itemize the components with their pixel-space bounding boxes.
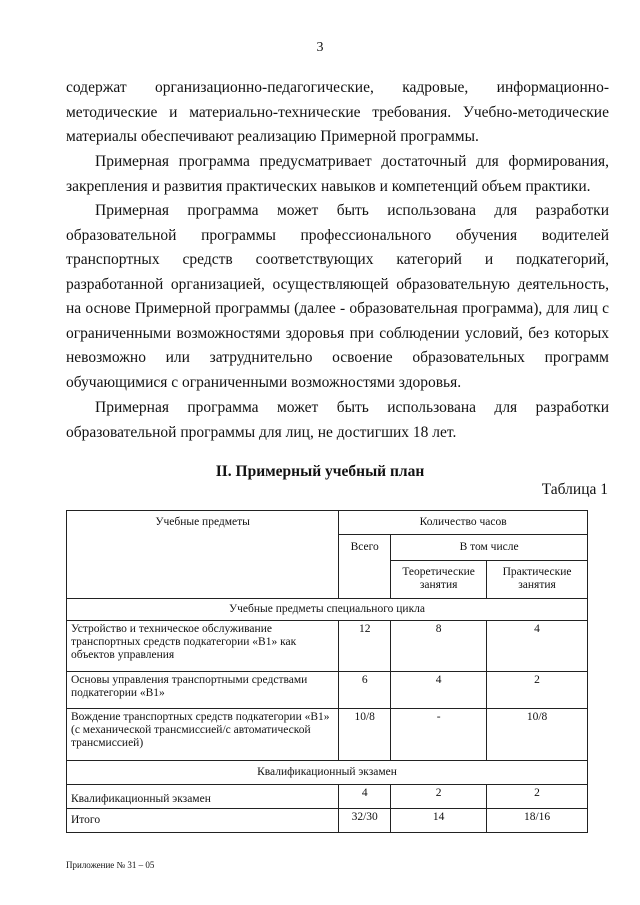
row-total: 32/30 (339, 809, 391, 833)
row-subject: Устройство и техническое обслуживание транспортных средств подкатегории «В1» как объектов управления (67, 621, 339, 672)
footer-note: Приложение № 31 – 05 (66, 860, 155, 870)
paragraph-3: Примерная программа может быть использована для разработки образовательной программы профессионального обучения водителей транспортных средств соответствующих категорий и подкатегорий, разработанной организацией, осуществляющей образовательную деятельность, на основе Примерной программы (далее - образовательная программа), для лиц с ограниченными возможностями здоровья при соблюдении условий, без которых невозможно или затруднительно освоение образовательных программ обучающимися с ограниченными возможностями здоровья. (66, 202, 609, 391)
table-row (67, 709, 588, 761)
paragraph-2: Примерная программа предусматривает достаточный для формирования, закрепления и развития практических навыков и компетенций объем практики. (66, 153, 609, 195)
row-theory: 4 (391, 672, 487, 709)
section-special-cycle: Учебные предметы специального цикла (67, 599, 588, 621)
table-label: Таблица 1 (541, 481, 608, 498)
row-total: 12 (339, 621, 391, 672)
row-practice: 18/16 (487, 809, 588, 833)
row-theory: - (391, 709, 487, 761)
row-subject: Вождение транспортных средств подкатегории «В1» (с механической трансмиссией/с автоматической трансмиссией) (67, 709, 339, 761)
row-total: 6 (339, 672, 391, 709)
header-hours: Количество часов (339, 511, 588, 535)
header-theory: Теоретические занятия (391, 561, 487, 599)
page-number: 3 (316, 40, 324, 55)
header-subjects: Учебные предметы (67, 511, 339, 599)
row-theory: 14 (391, 809, 487, 833)
row-subject: Итого (67, 809, 339, 833)
header-total: Всего (339, 535, 391, 599)
header-including: В том числе (391, 535, 588, 561)
row-theory: 8 (391, 621, 487, 672)
table-row (67, 672, 588, 709)
row-subject: Основы управления транспортными средствами подкатегории «В1» (67, 672, 339, 709)
section-title: II. Примерный учебный план (215, 463, 425, 480)
table-row (67, 621, 588, 672)
row-practice: 4 (487, 621, 588, 672)
row-practice: 2 (487, 672, 588, 709)
row-theory: 2 (391, 785, 487, 809)
row-total: 4 (339, 785, 391, 809)
header-practice: Практические занятия (487, 561, 588, 599)
curriculum-table (66, 510, 588, 833)
row-practice: 10/8 (487, 709, 588, 761)
paragraph-1: содержат организационно-педагогические, кадровые, информационно-методические и материально-технические требования. Учебно-методические материалы обеспечивают реализацию Примерной программы. (66, 79, 609, 145)
row-total: 10/8 (339, 709, 391, 761)
row-practice: 2 (487, 785, 588, 809)
row-subject: Квалификационный экзамен (67, 785, 339, 809)
section-exam: Квалификационный экзамен (67, 761, 588, 785)
table-row (67, 809, 588, 833)
paragraph-4: Примерная программа может быть использована для разработки образовательной программы для лиц, не достигших 18 лет. (66, 399, 609, 441)
table-row (67, 785, 588, 809)
